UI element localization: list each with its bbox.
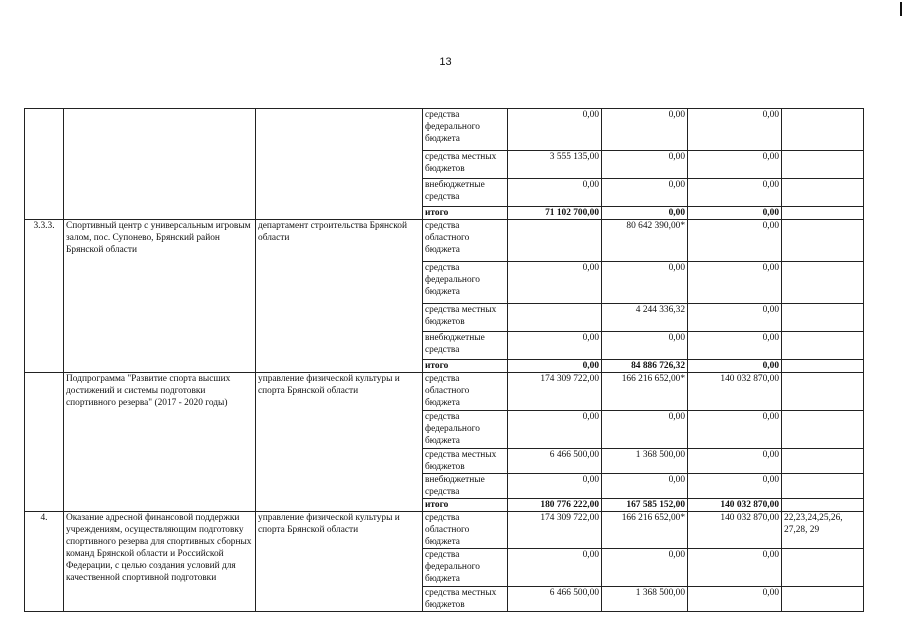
amount-2019-cell: 0,00 xyxy=(688,304,782,332)
amount-2018-cell: 0,00 xyxy=(602,474,688,499)
amount-2017-cell: 174 309 722,00 xyxy=(508,373,602,411)
indicator-cell xyxy=(782,207,864,220)
item-name-cell xyxy=(64,109,256,220)
amount-2018-cell: 80 642 390,00* xyxy=(602,220,688,262)
amount-2018-cell: 0,00 xyxy=(602,411,688,449)
item-number-cell: 3.3.3. xyxy=(25,220,64,373)
total-2018-cell: 0,00 xyxy=(602,207,688,220)
amount-2018-cell: 0,00 xyxy=(602,549,688,587)
total-2017-cell: 0,00 xyxy=(508,360,602,373)
amount-2018-cell: 166 216 652,00* xyxy=(602,512,688,549)
executor-cell: управление физической культуры и спорта Брянской области xyxy=(256,373,423,512)
indicator-cell xyxy=(782,411,864,449)
page-number: 13 xyxy=(439,56,452,68)
total-label-cell: итого xyxy=(423,207,508,220)
amount-2019-cell: 0,00 xyxy=(688,151,782,179)
indicator-cell xyxy=(782,549,864,587)
indicator-cell xyxy=(782,109,864,151)
executor-cell: управление физической культуры и спорта Брянской области xyxy=(256,512,423,612)
amount-2017-cell: 0,00 xyxy=(508,549,602,587)
indicator-cell xyxy=(782,262,864,304)
amount-2019-cell: 0,00 xyxy=(688,262,782,304)
item-number-cell: 4. xyxy=(25,512,64,612)
amount-2019-cell: 0,00 xyxy=(688,449,782,474)
amount-2019-cell: 0,00 xyxy=(688,474,782,499)
amount-2019-cell: 0,00 xyxy=(688,549,782,587)
funding-source-cell: средства местных бюджетов xyxy=(423,449,508,474)
table-row xyxy=(25,512,864,549)
indicator-cell xyxy=(782,179,864,207)
total-2018-cell: 167 585 152,00 xyxy=(602,499,688,512)
item-number-cell xyxy=(25,373,64,512)
executor-cell: департамент строительства Брянской области xyxy=(256,220,423,373)
total-2019-cell: 140 032 870,00 xyxy=(688,499,782,512)
amount-2017-cell: 0,00 xyxy=(508,411,602,449)
amount-2019-cell: 0,00 xyxy=(688,179,782,207)
amount-2017-cell: 0,00 xyxy=(508,474,602,499)
amount-2017-cell: 6 466 500,00 xyxy=(508,587,602,612)
table-row xyxy=(25,220,864,262)
funding-source-cell: средства федерального бюджета xyxy=(423,262,508,304)
amount-2017-cell: 0,00 xyxy=(508,332,602,360)
amount-2018-cell: 0,00 xyxy=(602,151,688,179)
funding-source-cell: средства местных бюджетов xyxy=(423,587,508,612)
indicator-cell xyxy=(782,373,864,411)
amount-2019-cell: 0,00 xyxy=(688,332,782,360)
indicator-cell xyxy=(782,151,864,179)
total-label-cell: итого xyxy=(423,499,508,512)
amount-2019-cell: 0,00 xyxy=(688,587,782,612)
amount-2017-cell xyxy=(508,220,602,262)
amount-2017-cell: 174 309 722,00 xyxy=(508,512,602,549)
indicator-cell xyxy=(782,220,864,262)
amount-2017-cell: 0,00 xyxy=(508,109,602,151)
amount-2019-cell: 0,00 xyxy=(688,109,782,151)
total-2019-cell: 0,00 xyxy=(688,360,782,373)
amount-2017-cell: 6 466 500,00 xyxy=(508,449,602,474)
total-2017-cell: 180 776 222,00 xyxy=(508,499,602,512)
total-2019-cell: 0,00 xyxy=(688,207,782,220)
amount-2017-cell: 3 555 135,00 xyxy=(508,151,602,179)
indicator-cell xyxy=(782,587,864,612)
table-row xyxy=(25,109,864,151)
amount-2018-cell: 1 368 500,00 xyxy=(602,587,688,612)
amount-2018-cell: 4 244 336,32 xyxy=(602,304,688,332)
funding-source-cell: внебюджетные средства xyxy=(423,474,508,499)
funding-source-cell: средства федерального бюджета xyxy=(423,109,508,151)
amount-2018-cell: 166 216 652,00* xyxy=(602,373,688,411)
table-row xyxy=(25,373,864,411)
amount-2017-cell: 0,00 xyxy=(508,179,602,207)
amount-2017-cell: 0,00 xyxy=(508,262,602,304)
funding-source-cell: средства федерального бюджета xyxy=(423,411,508,449)
funding-source-cell: внебюджетные средства xyxy=(423,179,508,207)
executor-cell xyxy=(256,109,423,220)
amount-2018-cell: 0,00 xyxy=(602,179,688,207)
item-name-cell: Спортивный центр с универсальным игровым залом, пос. Супонево, Брянский район Брянской области xyxy=(64,220,256,373)
amount-2018-cell: 0,00 xyxy=(602,109,688,151)
indicator-cell xyxy=(782,360,864,373)
budget-table xyxy=(24,108,864,612)
total-2018-cell: 84 886 726,32 xyxy=(602,360,688,373)
funding-source-cell: средства областного бюджета xyxy=(423,512,508,549)
indicator-cell xyxy=(782,449,864,474)
total-2017-cell: 71 102 700,00 xyxy=(508,207,602,220)
scan-edge-mark xyxy=(900,2,902,16)
indicator-cell xyxy=(782,499,864,512)
indicator-cell xyxy=(782,474,864,499)
funding-source-cell: средства местных бюджетов xyxy=(423,304,508,332)
amount-2019-cell: 0,00 xyxy=(688,220,782,262)
item-name-cell: Подпрограмма "Развитие спорта высших достижений и системы подготовки спортивного резерва" (2017 - 2020 годы) xyxy=(64,373,256,512)
funding-source-cell: средства федерального бюджета xyxy=(423,549,508,587)
funding-source-cell: средства областного бюджета xyxy=(423,220,508,262)
amount-2019-cell: 140 032 870,00 xyxy=(688,373,782,411)
amount-2018-cell: 1 368 500,00 xyxy=(602,449,688,474)
amount-2019-cell: 0,00 xyxy=(688,411,782,449)
funding-source-cell: средства местных бюджетов xyxy=(423,151,508,179)
funding-source-cell: внебюджетные средства xyxy=(423,332,508,360)
total-label-cell: итого xyxy=(423,360,508,373)
amount-2019-cell: 140 032 870,00 xyxy=(688,512,782,549)
item-name-cell: Оказание адресной финансовой поддержки учреждениям, осуществляющим подготовку спортивного резерва для спортивных сборных команд Брянской области и Российской Федерации, с целью создания условий для качественной спортивной подготовки xyxy=(64,512,256,612)
amount-2018-cell: 0,00 xyxy=(602,332,688,360)
indicator-cell: 22,23,24,25,26, 27,28, 29 xyxy=(782,512,864,549)
amount-2017-cell xyxy=(508,304,602,332)
indicator-cell xyxy=(782,332,864,360)
amount-2018-cell: 0,00 xyxy=(602,262,688,304)
funding-source-cell: средства областного бюджета xyxy=(423,373,508,411)
item-number-cell xyxy=(25,109,64,220)
indicator-cell xyxy=(782,304,864,332)
